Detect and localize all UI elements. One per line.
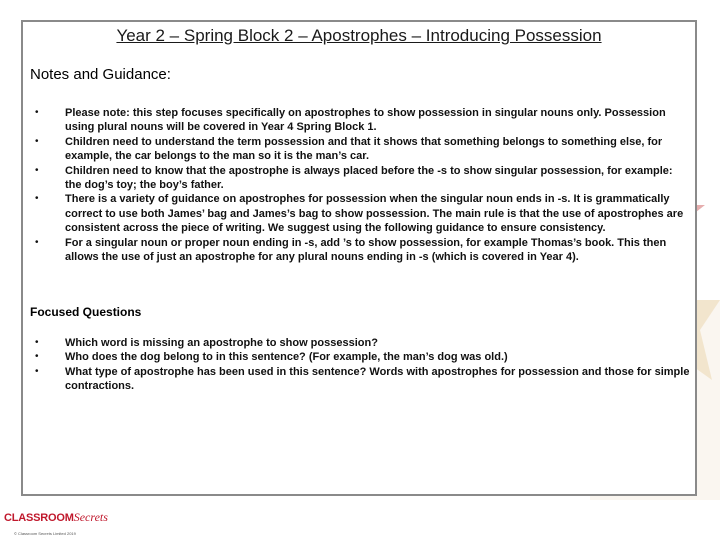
note-text: Children need to know that the apostrophe is always placed before the -s to show singular possession, for example: the dog’s toy; the boy’s father.	[65, 164, 673, 192]
list-item	[23, 336, 691, 350]
list-item	[23, 164, 691, 193]
notes-panel	[21, 20, 697, 496]
notes-heading: Notes and Guidance:	[30, 66, 171, 83]
list-item	[23, 365, 691, 394]
bullet-icon: •	[35, 164, 39, 176]
question-text: What type of apostrophe has been used in this sentence? Words with apostrophes for possession and those for simple contractions.	[65, 365, 690, 393]
bullet-icon: •	[35, 193, 39, 205]
copyright-text: © Classroom Secrets Limited 2019	[14, 531, 76, 536]
notes-list	[23, 106, 691, 264]
list-item	[23, 135, 691, 164]
question-text: Who does the dog belong to in this sentence? (For example, the man’s dog was old.)	[65, 351, 508, 364]
bullet-icon: •	[35, 107, 39, 118]
note-text: There is a variety of guidance on apostrophes for possession when the singular noun ends in -s. It is grammatically correct to use both James’ bag and James’s bag to show possession. The main rule is that the use of apostrophes are consistent across the piece of writing. We suggest using the following guidance to ensure consistency.	[65, 193, 684, 235]
bullet-icon: •	[35, 365, 39, 377]
bullet-icon: •	[35, 135, 39, 147]
list-item	[23, 192, 691, 235]
bullet-icon: •	[35, 236, 39, 248]
logo-text: CLASSROOM	[4, 512, 74, 524]
logo-script: Secrets	[73, 510, 108, 524]
list-item	[23, 106, 691, 135]
list-item	[23, 350, 691, 364]
classroom-secrets-logo	[4, 508, 108, 530]
note-text: Children need to understand the term possession and that it shows that something belongs to something else, for example, the car belongs to the man so it is the man’s car.	[65, 135, 663, 163]
bullet-icon: •	[35, 351, 39, 363]
bullet-icon: •	[35, 337, 39, 348]
note-text: For a singular noun or proper noun ending in -s, add ’s to show possession, for example Thomas’s book. This then allows the use of just an apostrophe for any plural nouns ending in -s (which is covered in Year 4).	[65, 236, 667, 264]
focused-questions-heading: Focused Questions	[30, 305, 142, 319]
note-text: Please note: this step focuses specifically on apostrophes to show possession in singular nouns only. Possession using plural nouns will be covered in Year 4 Spring Block 1.	[65, 107, 666, 134]
page-title: Year 2 – Spring Block 2 – Apostrophes – Introducing Possession	[116, 26, 602, 45]
questions-list	[23, 336, 691, 394]
question-text: Which word is missing an apostrophe to show possession?	[65, 337, 378, 349]
list-item	[23, 236, 691, 265]
